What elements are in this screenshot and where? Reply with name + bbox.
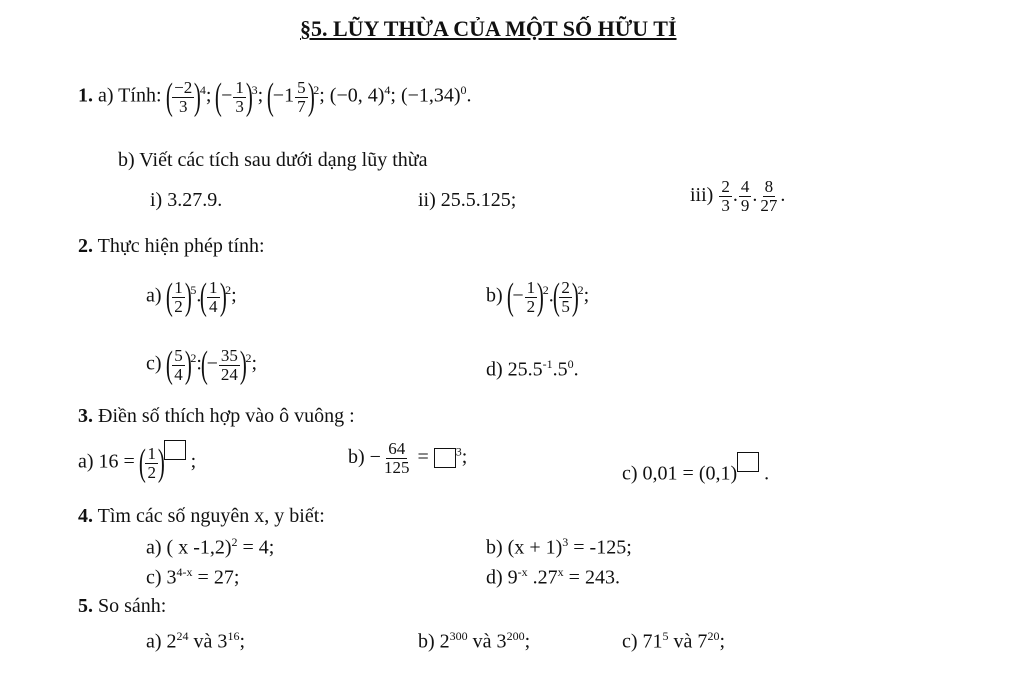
problem-1-number: 1. <box>78 84 93 107</box>
problem-5-heading: 5. So sánh: <box>78 595 167 617</box>
problem-1-b-label: b) Viết các tích sau dưới dạng lũy thừa <box>118 149 428 171</box>
problem-1-b-iii: iii) $\frac{2}{3}$ . $\frac{4}{9}$ . $\frac{8}{27}$ . <box>690 177 786 215</box>
problem-2-heading: 2. Thực hiện phép tính: <box>78 235 265 257</box>
problem-4-c: c) $3^{4-x} = 27$; <box>146 565 240 589</box>
problem-2-d: d) $25.5^{-1}.5^0$. <box>486 357 579 381</box>
problem-1-a-label: a) Tính: <box>98 84 162 107</box>
page-title: §5. LŨY THỪA CỦA MỘT SỐ HỮU TỈ <box>300 16 677 41</box>
problem-1-a: 1. a) Tính: ( $\frac{-2}{3}$ )$^4$; (− $\frac{1}{3}$ )$^3$; (−1 $\frac{5}{7}$ )$^2$; (−0, 4)$^4$; $(-1,34)^0$. <box>78 76 472 118</box>
problem-3-a: a) 16 = ( $\frac{1}{2}$ ) ; <box>78 440 196 482</box>
problem-1-b-i: i) 3.27.9. <box>150 189 223 211</box>
problem-3-c: c) 0,01 = (0,1) . <box>622 452 769 484</box>
problem-5-a: a) $2^{24}$ và $3^{16}$; <box>146 629 245 653</box>
problem-3-heading: 3. Điền số thích hợp vào ô vuông : <box>78 405 355 427</box>
problem-4-d: d) $9^{-x}$ $.27^x = 243$. <box>486 565 620 589</box>
problem-2-c: c) ( $\frac{5}{4}$ )$^2$:(− $\frac{35}{24}$ )$^2$; <box>146 344 258 386</box>
problem-3-b: b) − $\frac{64}{125}$ = $^3$; <box>348 439 468 477</box>
problem-2-b: b) (− $\frac{1}{2}$ )$^2$.( $\frac{2}{5}$ )$^2$; <box>486 276 590 318</box>
problem-2-a: a) ( $\frac{1}{2}$ )$^5$.( $\frac{1}{4}$ )$^2$; <box>146 276 237 318</box>
problem-4-heading: 4. Tìm các số nguyên x, y biết: <box>78 505 325 527</box>
problem-1-b-ii: ii) 25.5.125; <box>418 189 517 211</box>
problem-4-b: b) $(x + 1)^3 = -125$; <box>486 535 632 559</box>
answer-box[interactable] <box>164 440 186 460</box>
problem-5-b: b) $2^{300}$ và $3^{200}$; <box>418 629 531 653</box>
problem-5-c: c) $71^5$ và $7^{20}$; <box>622 629 725 653</box>
answer-box[interactable] <box>434 448 456 468</box>
answer-box[interactable] <box>737 452 759 472</box>
problem-4-a: a) ( x -1,2)$^2$ = 4; <box>146 535 275 559</box>
